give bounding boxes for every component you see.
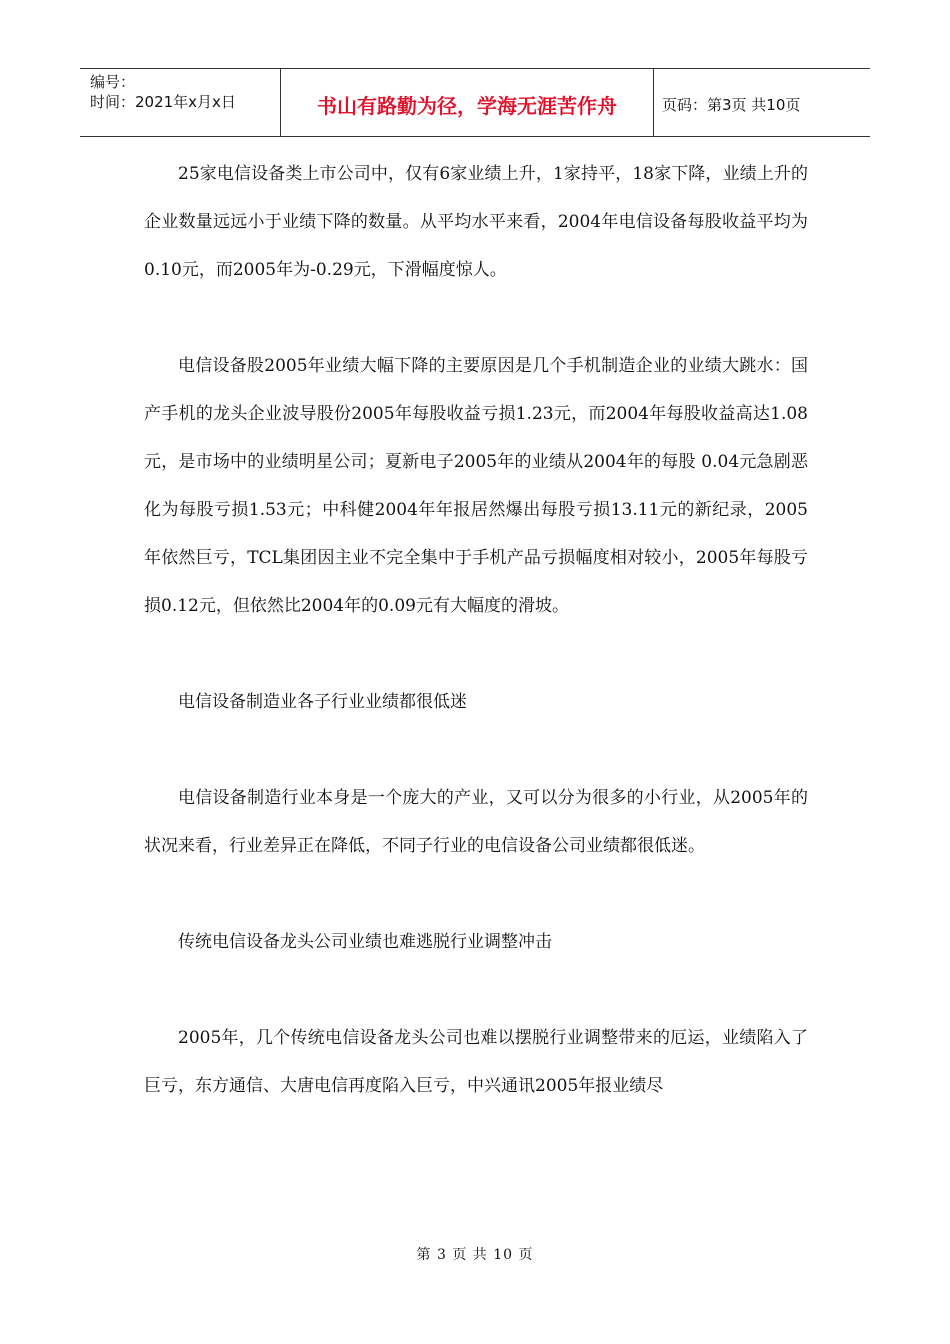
- section-heading-1: 电信设备制造业各子行业业绩都很低迷: [178, 692, 467, 712]
- section-heading-2: 传统电信设备龙头公司业绩也难逃脱行业调整冲击: [178, 932, 552, 952]
- date-label: 时间：2021年x月x日: [90, 93, 236, 111]
- page-footer: 第 3 页 共 10 页: [416, 1247, 534, 1263]
- paragraph-1: 25家电信设备类上市公司中，仅有6家业绩上升，1家持平，18家下降，业绩上升的企业数量远远小于业绩下降的数量。从平均水平来看，2004年电信设备每股收益平均为0.10元，而2005年为-0.29元，下滑幅度惊人。: [144, 164, 808, 280]
- page-header: [80, 68, 870, 137]
- header-meta: [80, 69, 281, 136]
- header-page-info: 页码：第3页 共10页: [662, 96, 801, 114]
- header-motto: 书山有路勤为径，学海无涯苦作舟: [281, 69, 654, 136]
- serial-number-label: 编号：: [90, 73, 136, 91]
- document-body: [144, 150, 808, 1110]
- paragraph-2: 电信设备股2005年业绩大幅下降的主要原因是几个手机制造企业的业绩大跳水：国产手机的龙头企业波导股份2005年每股收益亏损1.23元，而2004年每股收益高达1.08元，是市场中的业绩明星公司；夏新电子2005年的业绩从2004年的每股 0.04元急剧恶化为每股亏损1.53元；中科健2004年年报居然爆出每股亏损13.11元的新纪录，2005年依然巨亏，TCL集团因主业不完全集中于手机产品亏损幅度相对较小，2005年每股亏损0.12元，但依然比2004年的0.09元有大幅度的滑坡。: [144, 356, 808, 616]
- paragraph-4: 2005年，几个传统电信设备龙头公司也难以摆脱行业调整带来的厄运，业绩陷入了巨亏，东方通信、大唐电信再度陷入巨亏，中兴通讯2005年报业绩尽: [144, 1028, 808, 1096]
- paragraph-3: 电信设备制造行业本身是一个庞大的产业，又可以分为很多的小行业，从2005年的状况来看，行业差异正在降低，不同子行业的电信设备公司业绩都很低迷。: [144, 788, 808, 856]
